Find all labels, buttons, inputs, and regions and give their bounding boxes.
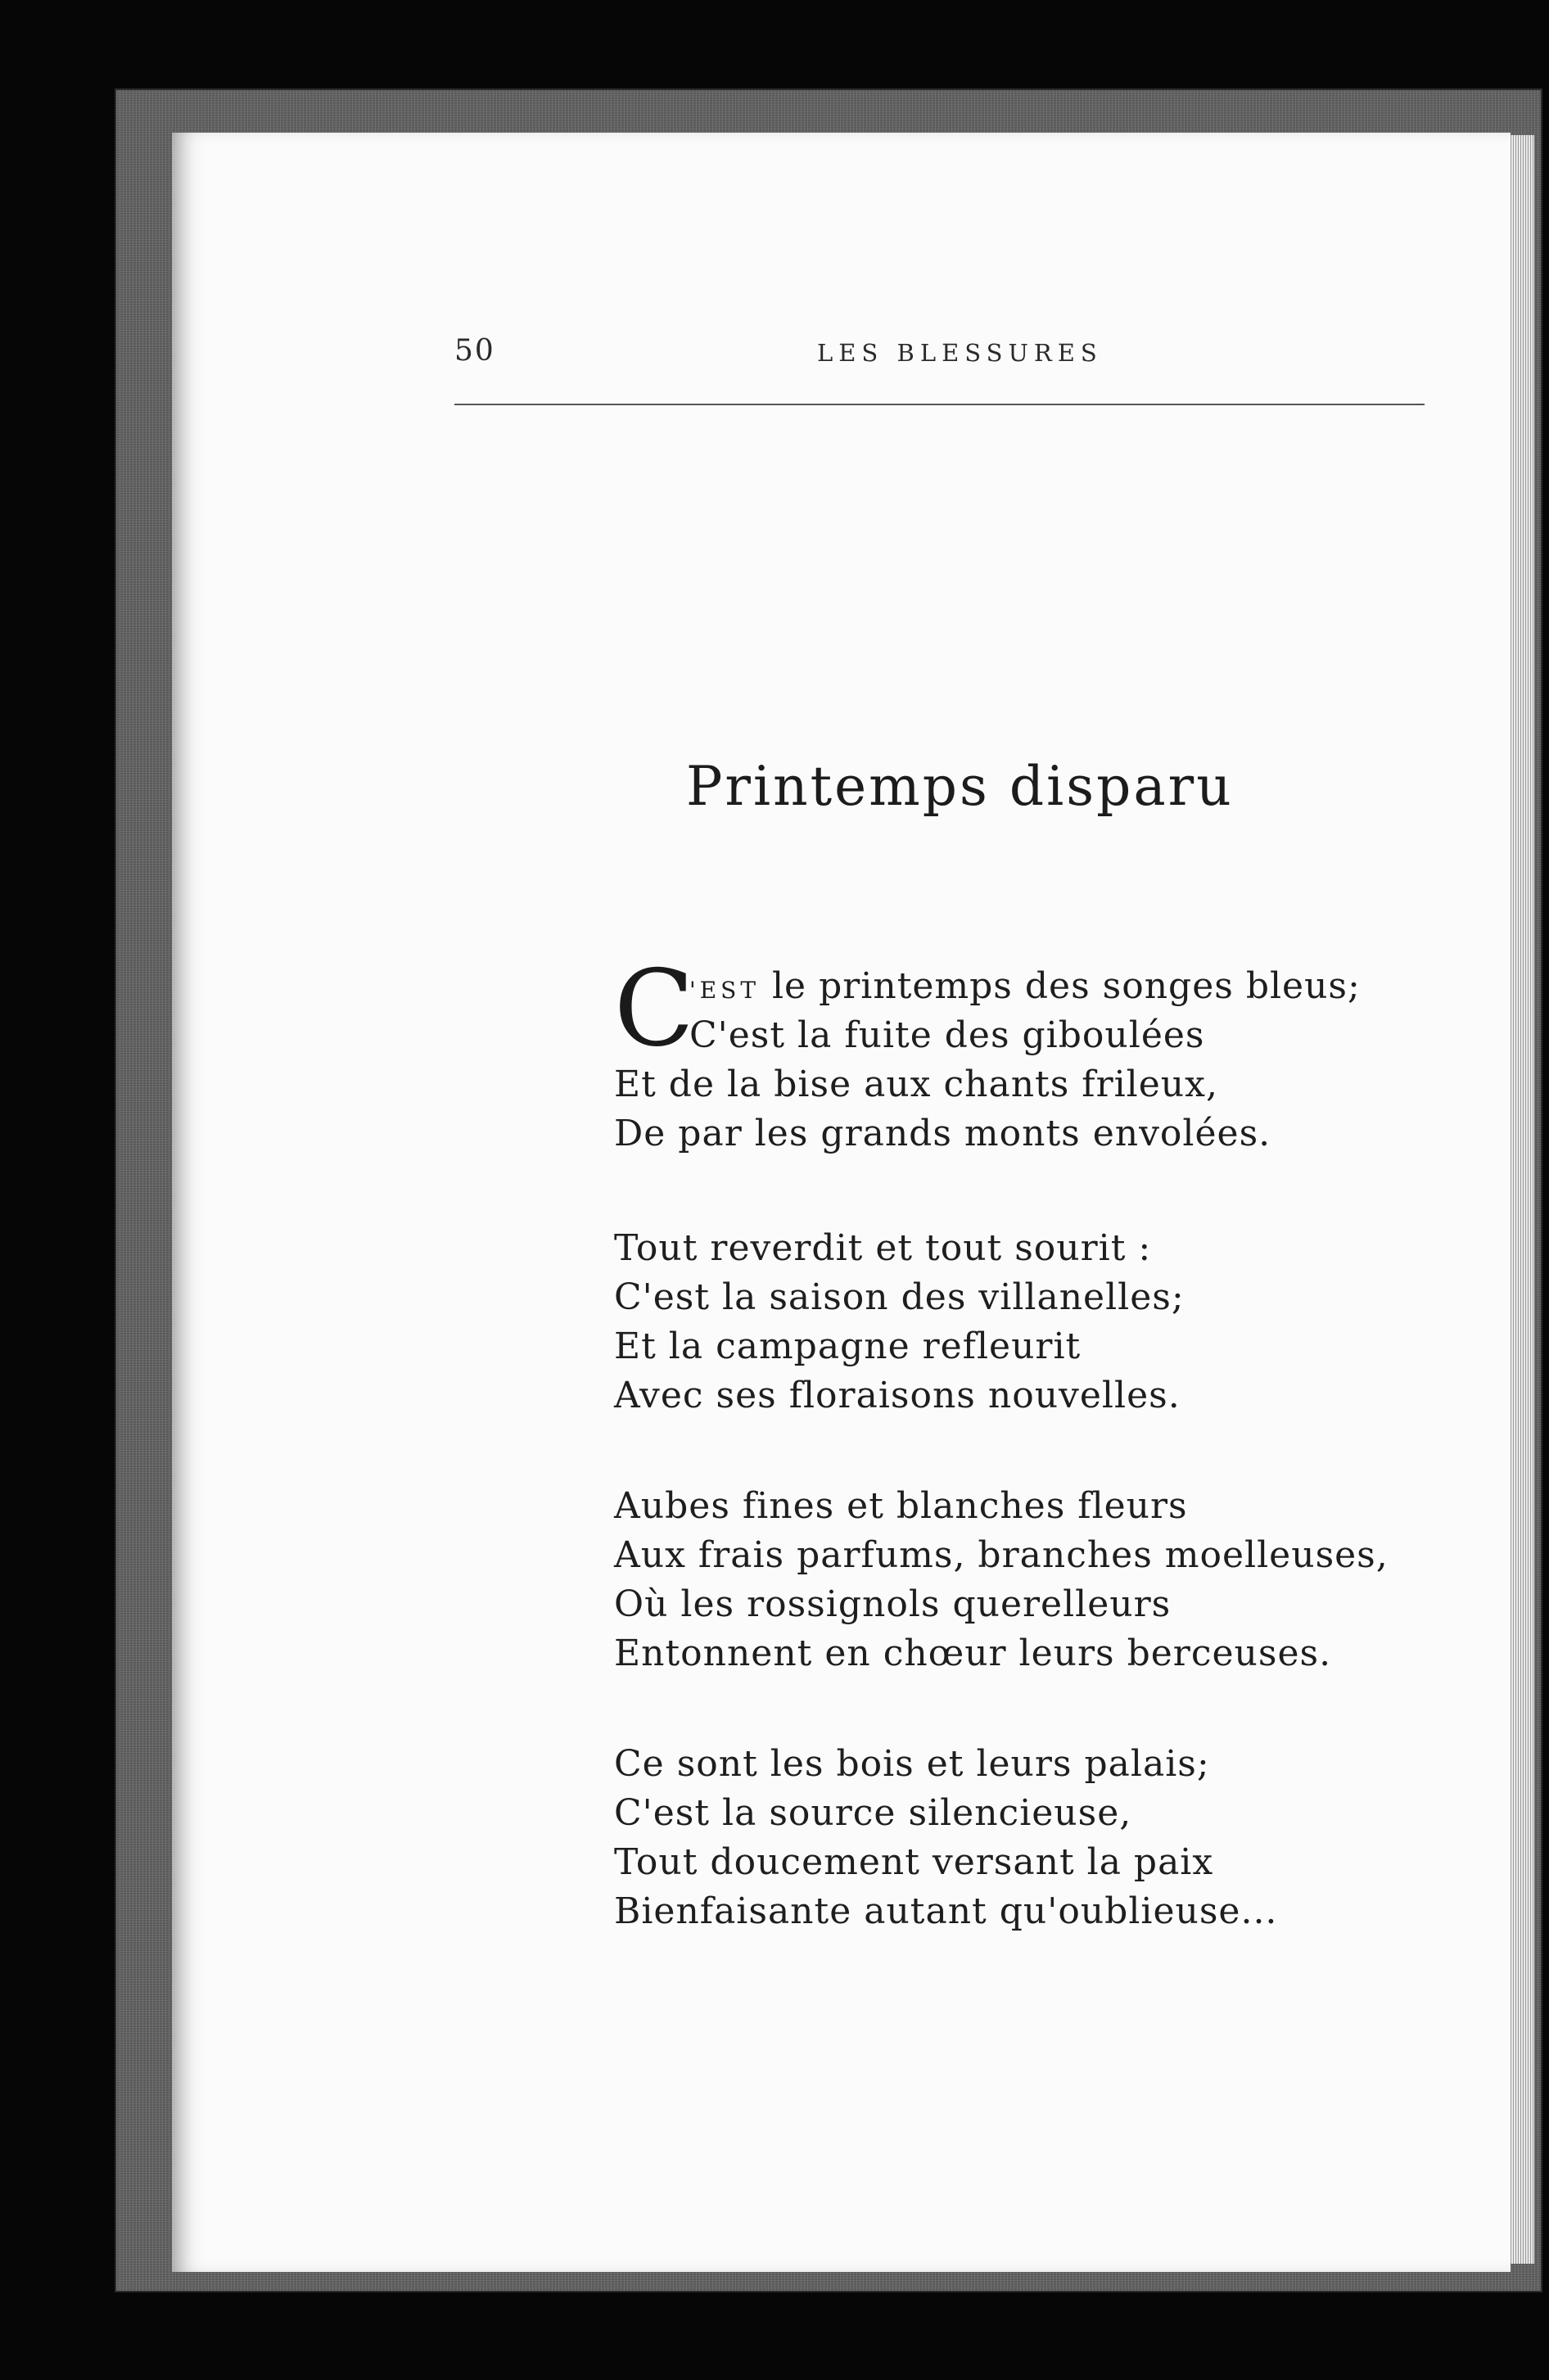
stanza-1-opening (614, 948, 1361, 1070)
page-number: 50 (454, 334, 495, 368)
poem-line: Et la campagne refleurit (614, 1325, 1082, 1367)
poem-line: Entonnent en chœur leurs berceuses. (614, 1633, 1332, 1674)
running-title: LES BLESSURES (817, 339, 1103, 367)
poem-line: C'est la saison des villanelles; (614, 1276, 1185, 1318)
first-line-rest: le printemps des songes bleus; (760, 965, 1361, 1007)
poem-line: Ce sont les bois et leurs palais; (614, 1743, 1210, 1785)
poem-line: Et de la bise aux chants frileux, (614, 1064, 1218, 1105)
drop-cap: C (614, 948, 695, 1070)
poem-line: Aubes fines et blanches fleurs (614, 1485, 1188, 1527)
first-word-smallcaps: 'EST (689, 977, 760, 1004)
poem-line (689, 962, 1361, 1011)
poem-line: C'est la source silencieuse, (614, 1792, 1132, 1834)
stanza-3 (614, 1482, 1389, 1678)
poem-line: De par les grands monts envolées. (614, 1113, 1271, 1154)
poem-line: Avec ses floraisons nouvelles. (614, 1375, 1181, 1416)
book-page (172, 133, 1511, 2272)
poem-line: Aux frais parfums, branches moelleuses, (614, 1534, 1389, 1576)
stanza-4 (614, 1740, 1277, 1936)
header-rule (454, 404, 1425, 405)
poem-line: C'est la fuite des giboulées (689, 1014, 1205, 1056)
stanza-2 (614, 1224, 1185, 1420)
poem-line: Tout doucement versant la paix (614, 1841, 1214, 1883)
poem-title: Printemps disparu (686, 755, 1234, 819)
stanza-1 (614, 948, 1361, 1158)
poem-line: Bienfaisante autant qu'oublieuse... (614, 1890, 1278, 1932)
poem-line: Tout reverdit et tout sourit : (614, 1227, 1152, 1269)
running-head (454, 334, 1425, 375)
poem-line: Où les rossignols querelleurs (614, 1583, 1172, 1625)
